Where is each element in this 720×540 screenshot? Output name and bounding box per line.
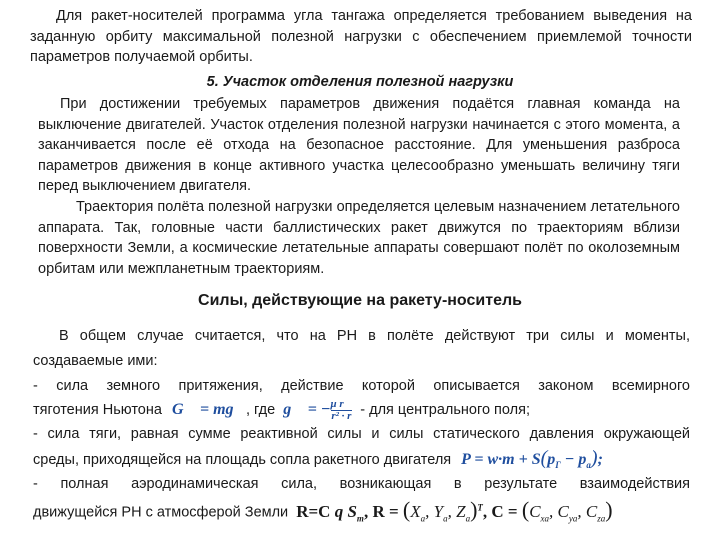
thrust-line-1: - сила тяги, равная сумме реактивной силы и силы статического давления окружающей	[33, 426, 690, 442]
forces-intro-line-2: создаваемые ими:	[33, 353, 158, 369]
forces-intro-text: В общем случае считается, что на РН в полёте действуют три силы и моменты,	[59, 328, 690, 344]
gravity-formula-central-field: g⃗ = − $\frac{\text{μ r⃗}}{\text{r² · r}}$	[283, 398, 353, 422]
section-heading-forces: Силы, действующие на ракету-носитель	[198, 292, 522, 309]
gravity-line-2	[33, 399, 530, 422]
gravity-text-start: тяготения Ньютона	[33, 402, 162, 419]
aero-text-start: движущейся РН с атмосферой Земли	[33, 504, 289, 521]
aero-line-1: - полная аэродинамическая сила, возникающая в результате взаимодействия	[33, 476, 690, 492]
paragraph-payload-trajectory: Траектория полёта полезной нагрузки определяется целевым назначением летательного аппарата. Так, головные части баллистических ракет движутся по траекториям вблизи поверхности Земли, а космические летательные аппараты совершают полёт по околоземным орбитам или межпланетным траекториям.	[38, 199, 680, 277]
section-heading-payload-separation: 5. Участок отделения полезной нагрузки	[206, 74, 514, 90]
gravity-where-text: , где	[245, 402, 276, 419]
gravity-formula-newton: G⃗ = mg⃗	[171, 401, 246, 419]
paragraph-pitch-program: Для ракет-носителей программа угла тангажа определяется требованием выведения на заданную орбиту максимальной полезной нагрузки с обеспечением приемлемой точности параметров получаемой орбиты.	[30, 8, 692, 65]
thrust-line-2	[33, 448, 603, 475]
gravity-text-end: - для центрального поля;	[360, 402, 530, 419]
paragraph-engine-cutoff: При достижении требуемых параметров движения подаётся главная команда на выключение двигателей. Участок отделения полезной нагрузки начинается с этого момента, а заканчивается после её отхода на безопасное расстояние. Для уменьшения разброса параметров движения в конце активного участка целесообразно уменьшать величину тяги перед выключением двигателя.	[38, 96, 680, 194]
thrust-formula: $P = w\cdot m + S(p_Г - p_a)$;	[461, 447, 603, 471]
forces-intro-line	[33, 326, 690, 346]
gravity-line-1: - сила земного притяжения, действие которой описывается законом всемирного	[33, 378, 690, 394]
aero-line-2	[33, 497, 613, 528]
thrust-text-start: среды, приходящейся на площадь сопла ракетного двигателя	[33, 452, 452, 468]
aero-formula: R=C q $S_m$, $R = (X_a$, $Y_a$, $Z_a)^T$, $C = (C_{xa}$, $C_{ya}$, $C_{za}$)	[296, 496, 613, 524]
